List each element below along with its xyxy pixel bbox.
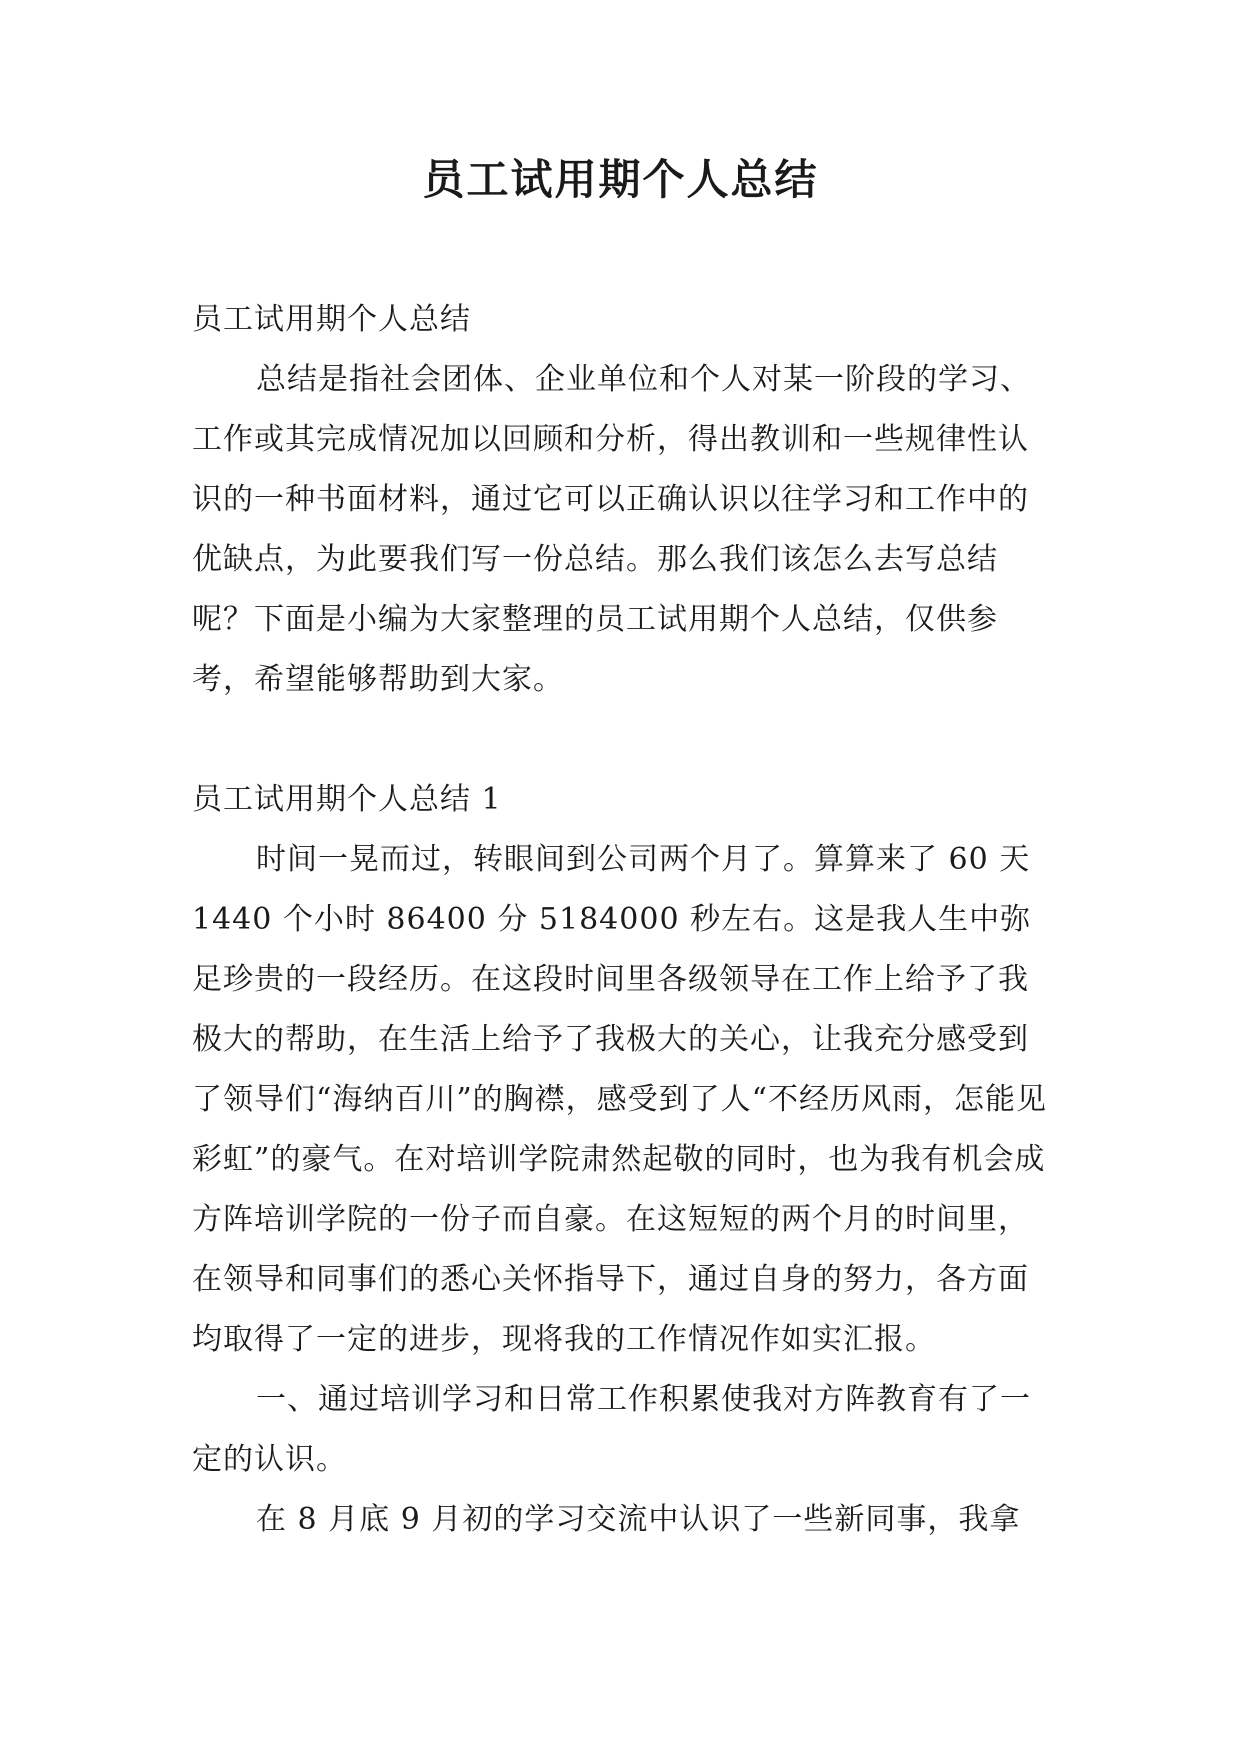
section-spacer xyxy=(192,710,1052,770)
intro-paragraph: 总结是指社会团体、企业单位和个人对某一阶段的学习、工作或其完成情况加以回顾和分析，得出教训和一些规律性认识的一种书面材料，通过它可以正确认识以往学习和工作中的优缺点，为此要我们写一份总结。那么我们该怎么去写总结呢？下面是小编为大家整理的员工试用期个人总结，仅供参考，希望能够帮助到大家。 xyxy=(192,362,1031,697)
section1-paragraph-1: 时间一晃而过，转眼间到公司两个月了。算算来了 60 天 1440 个小时 86400 分 5184000 秒左右。这是我人生中弥足珍贵的一段经历。在这段时间里各级领导在工作上给予了我极大的帮助，在生活上给予了我极大的关心，让我充分感受到了领导们“海纳百川”的胸襟，感受到了人“不经历风雨，怎能见彩虹”的豪气。在对培训学院肃然起敬的同时，也为我有机会成方阵培训学院的一份子而自豪。在这短短的两个月的时间里，在领导和同事们的悉心关怀指导下，通过自身的努力，各方面均取得了一定的进步，现将我的工作情况作如实汇报。 xyxy=(192,842,1048,1357)
document-body xyxy=(192,290,1052,1550)
intro-heading: 员工试用期个人总结 xyxy=(192,302,471,337)
section1-paragraph-2: 在 8 月底 9 月初的学习交流中认识了一些新同事，我拿 xyxy=(256,1502,1021,1537)
section1-point-1: 一、通过培训学习和日常工作积累使我对方阵教育有了一定的认识。 xyxy=(192,1382,1031,1477)
section1-heading: 员工试用期个人总结 1 xyxy=(192,782,502,817)
document-title: 员工试用期个人总结 xyxy=(422,155,819,204)
